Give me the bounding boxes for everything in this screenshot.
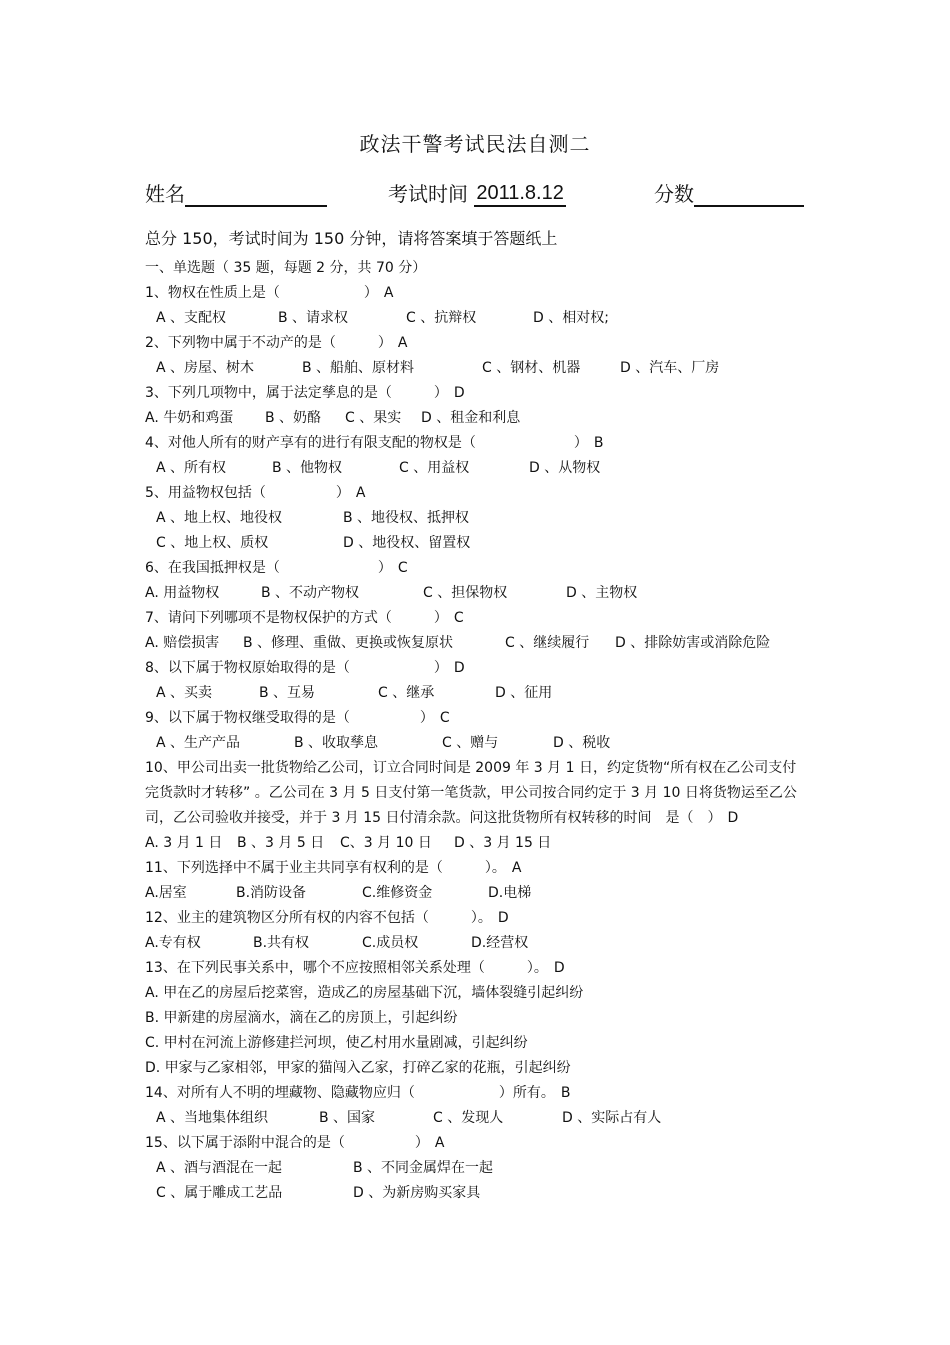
option-c: C、3 月 10 日 (340, 835, 432, 851)
question-6 (145, 556, 805, 581)
exam-time-value: 2011.8.12 (474, 182, 566, 207)
option-a: A 、当地集体组织 (156, 1110, 269, 1126)
question-1-options (145, 306, 805, 331)
score-blank (694, 183, 804, 207)
name-label: 姓名 (145, 182, 185, 206)
option-d: D 、排除妨害或消除危险 (615, 635, 771, 651)
answer-key: B (593, 435, 604, 451)
option-d: D 、3 月 15 日 (454, 835, 552, 851)
question-text: 11、下列选择中不属于业主共同享有权利的是（ ）。 (145, 860, 506, 876)
option-a: A 、生产产品 (156, 735, 241, 751)
question-7 (145, 606, 805, 631)
option-c: C.成员权 (362, 935, 419, 951)
option-b: B 、船舶、原材料 (302, 360, 415, 376)
answer-key: C (439, 710, 450, 726)
option-c: C 、发现人 (433, 1110, 504, 1126)
option-c: C 、担保物权 (423, 585, 508, 601)
answer-key: D (553, 960, 565, 976)
name-field (145, 178, 327, 207)
option-a: A.专有权 (145, 935, 201, 951)
option-b: B 、不动产物权 (261, 585, 360, 601)
question-text: 4、对他人所有的财产享有的进行有限支配的物权是（ ） (145, 435, 588, 451)
option-b: B 、请求权 (278, 310, 349, 326)
question-9-options (145, 731, 805, 756)
option-a: A 、地上权、地役权 (156, 510, 283, 526)
question-list (145, 256, 805, 1206)
exam-header (145, 178, 815, 208)
option-a: A. 牛奶和鸡蛋 (145, 410, 234, 426)
answer-key: D (497, 910, 509, 926)
answer-key: A (355, 485, 366, 501)
question-11-options (145, 881, 805, 906)
question-text: 9、以下属于物权继受取得的是（ ） (145, 710, 434, 726)
option-a: A 、支配权 (156, 310, 227, 326)
option-b: B. 甲新建的房屋滴水，滴在乙的房顶上，引起纠纷 (145, 1010, 458, 1026)
question-text: 1、物权在性质上是（ ） (145, 285, 378, 301)
question-text: 12、业主的建筑物区分所有权的内容不包括（ ）。 (145, 910, 492, 926)
question-8 (145, 656, 805, 681)
option-d: D 、相对权; (533, 310, 609, 326)
option-d: D 、征用 (495, 685, 553, 701)
option-c: C. 甲村在河流上游修建拦河坝，使乙村用水量剧减，引起纠纷 (145, 1035, 528, 1051)
question-text: 14、对所有人不明的埋藏物、隐藏物应归（ ）所有。 (145, 1085, 555, 1101)
option-b: B 、收取孳息 (294, 735, 379, 751)
question-3 (145, 381, 805, 406)
answer-key: B (560, 1085, 571, 1101)
answer-key: A (434, 1135, 445, 1151)
option-c: C 、地上权、质权 (156, 535, 269, 551)
option-b: B 、互易 (259, 685, 316, 701)
question-5-options-row2 (145, 531, 805, 556)
option-a: A. 甲在乙的房屋后挖菜窖，造成乙的房屋基础下沉，墙体裂缝引起纠纷 (145, 985, 584, 1001)
option-a: A. 3 月 1 日 (145, 835, 223, 851)
question-text: 8、以下属于物权原始取得的是（ ） (145, 660, 448, 676)
option-a: A. 赔偿损害 (145, 635, 220, 651)
option-c: C 、赠与 (442, 735, 499, 751)
question-text: 5、用益物权包括（ ） (145, 485, 350, 501)
question-10 (145, 756, 805, 831)
question-14 (145, 1081, 805, 1106)
question-text: 10、甲公司出卖一批货物给乙公司，订立合同时间是 2009 年 3 月 1 日，约定货物“所有权在乙公司支付完货款时才转移” 。乙公司在 3 月 5 日支付第一笔货款，甲公司按合同约定于 3 月 10 日将货物运至乙公司，乙公司验收并接受，并于 3 月 15 日付清余款。问这批货物所有权转移的时间 是（ ） (145, 760, 797, 826)
option-c: C 、钢材、机器 (482, 360, 581, 376)
question-4-options (145, 456, 805, 481)
question-7-options (145, 631, 805, 656)
option-c: C 、抗辩权 (406, 310, 477, 326)
question-14-options (145, 1106, 805, 1131)
option-d: D 、汽车、厂房 (620, 360, 720, 376)
option-c: C.维修资金 (362, 885, 433, 901)
option-c: C 、继承 (378, 685, 435, 701)
question-3-options (145, 406, 805, 431)
option-a: A.居室 (145, 885, 187, 901)
question-11 (145, 856, 805, 881)
option-d: D 、主物权 (566, 585, 638, 601)
answer-key: D (727, 810, 739, 826)
question-6-options (145, 581, 805, 606)
option-b: B 、他物权 (272, 460, 343, 476)
question-text: 15、以下属于添附中混合的是（ ） (145, 1135, 429, 1151)
question-4 (145, 431, 805, 456)
option-d: D.电梯 (488, 885, 532, 901)
option-a: A 、房屋、树木 (156, 360, 255, 376)
question-text: 7、请问下列哪项不是物权保护的方式（ ） (145, 610, 448, 626)
question-10-options (145, 831, 805, 856)
option-d: D 、从物权 (529, 460, 601, 476)
name-blank (185, 183, 327, 207)
option-d: D. 甲家与乙家相邻，甲家的猫闯入乙家，打碎乙家的花瓶，引起纠纷 (145, 1060, 571, 1076)
question-15 (145, 1131, 805, 1156)
option-a: A 、酒与酒混在一起 (156, 1160, 283, 1176)
option-c: C 、继续履行 (505, 635, 590, 651)
option-b: B 、奶酪 (265, 410, 322, 426)
option-d: D 、为新房购买家具 (353, 1185, 481, 1201)
question-15-options-row2 (145, 1181, 805, 1206)
answer-key: A (397, 335, 408, 351)
answer-key: C (453, 610, 464, 626)
question-text: 13、在下列民事关系中，哪个不应按照相邻关系处理（ ）。 (145, 960, 548, 976)
option-b: B 、国家 (319, 1110, 376, 1126)
option-b: B 、修理、重做、更换或恢复原状 (243, 635, 454, 651)
question-1 (145, 281, 805, 306)
option-b: B 、3 月 5 日 (237, 835, 325, 851)
answer-key: C (397, 560, 408, 576)
option-d: D 、实际占有人 (562, 1110, 662, 1126)
answer-key: D (453, 385, 465, 401)
exam-time-label: 考试时间 (388, 182, 468, 206)
question-text: 3、下列几项物中，属于法定孳息的是（ ） (145, 385, 448, 401)
option-a: A 、买卖 (156, 685, 213, 701)
option-a: A 、所有权 (156, 460, 227, 476)
exam-instructions: 总分 150，考试时间为 150 分钟，请将答案填于答题纸上 (145, 229, 558, 248)
option-d: D 、税收 (553, 735, 611, 751)
question-2 (145, 331, 805, 356)
score-field (654, 178, 804, 207)
answer-key: A (383, 285, 394, 301)
exam-time-field (388, 178, 566, 207)
question-12-options (145, 931, 805, 956)
answer-key: A (511, 860, 522, 876)
option-c: C 、用益权 (399, 460, 470, 476)
question-2-options (145, 356, 805, 381)
section-heading: 一、单选题（ 35 题，每题 2 分，共 70 分） (145, 260, 427, 276)
question-text: 6、在我国抵押权是（ ） (145, 560, 392, 576)
option-b: B.共有权 (253, 935, 310, 951)
option-d: D 、地役权、留置权 (343, 535, 471, 551)
option-c: C 、果实 (345, 410, 402, 426)
page-title: 政法干警考试民法自测二 (359, 132, 591, 156)
option-b: B 、地役权、抵押权 (343, 510, 470, 526)
option-a: A. 用益物权 (145, 585, 220, 601)
question-8-options (145, 681, 805, 706)
answer-key: D (453, 660, 465, 676)
question-9 (145, 706, 805, 731)
question-15-options-row1 (145, 1156, 805, 1181)
score-label: 分数 (654, 182, 694, 206)
option-b: B 、不同金属焊在一起 (353, 1160, 494, 1176)
question-text: 2、下列物中属于不动产的是（ ） (145, 335, 392, 351)
option-d: D.经营权 (471, 935, 529, 951)
question-12 (145, 906, 805, 931)
question-13 (145, 956, 805, 981)
option-d: D 、租金和利息 (421, 410, 521, 426)
question-5-options-row1 (145, 506, 805, 531)
option-b: B.消防设备 (236, 885, 307, 901)
question-5 (145, 481, 805, 506)
option-c: C 、属于雕成工艺品 (156, 1185, 283, 1201)
